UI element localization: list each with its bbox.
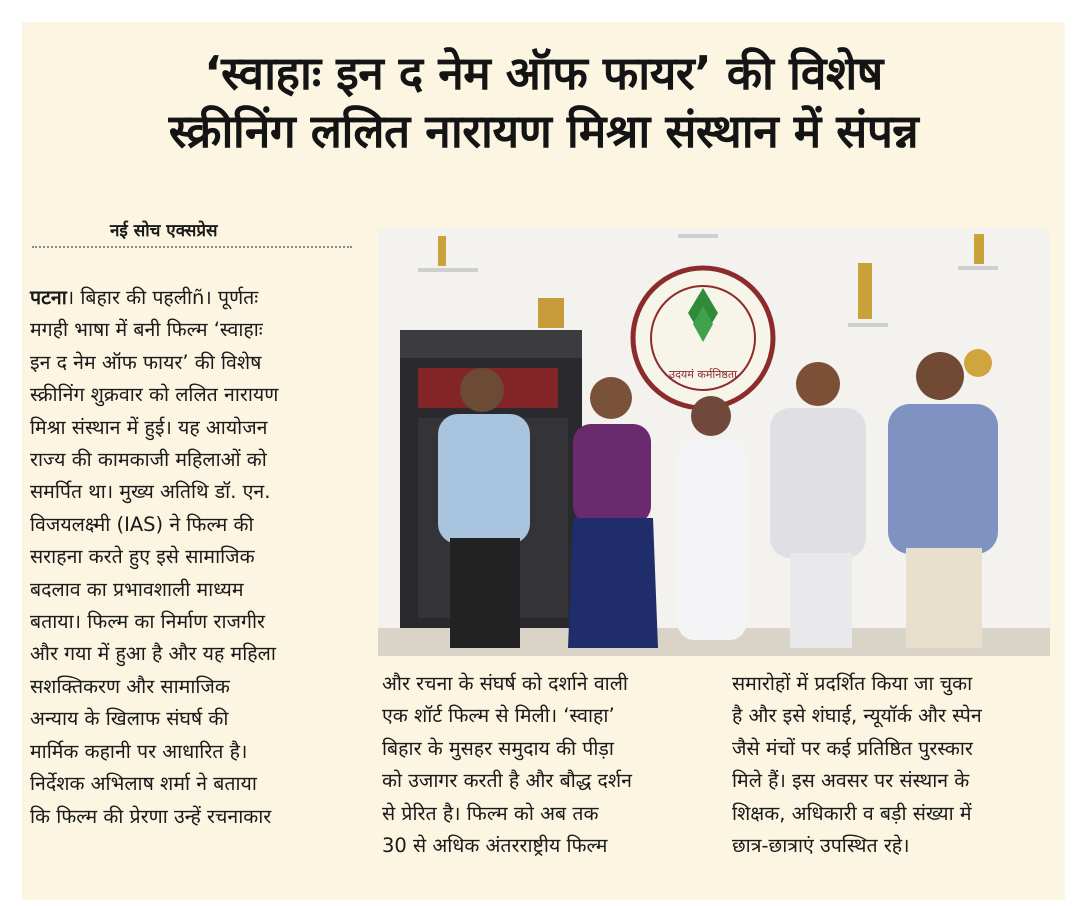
article-line: मिश्रा संस्थान में हुई। यह आयोजन (30, 415, 268, 439)
article-line: सशक्तिकरण और सामाजिक (30, 674, 230, 698)
byline: नई सोच एक्सप्रेस (110, 221, 218, 241)
article-line: और गया में हुआ है और यह महिला (30, 642, 276, 666)
event-photo (378, 228, 1050, 656)
article-line: और रचना के संघर्ष को दर्शाने वाली (382, 672, 628, 695)
headline (22, 44, 1065, 160)
headline-line-2: स्क्रीनिंग ललित नारायण मिश्रा संस्थान में संपन्न (168, 104, 919, 158)
event-photo-illustration (378, 228, 1050, 656)
article-line: मिले हैं। इस अवसर पर संस्थान के (732, 769, 970, 793)
article-line: बिहार के मुसहर समुदाय की पीड़ा (382, 736, 614, 760)
article-line: मगही भाषा में बनी फिल्म ‘स्वाहाः (30, 318, 263, 342)
article-line: को उजागर करती है और बौद्ध दर्शन (382, 769, 632, 793)
article-line: विजयलक्ष्मी (IAS) ने फिल्म की (30, 512, 254, 536)
article-line: राज्य की कामकाजी महिलाओं को (30, 448, 267, 472)
article-line: है और इसे शंघाई, न्यूयॉर्क और स्पेन (732, 704, 982, 728)
emblem-motto: उदयमं कर्मनिष्ठता (669, 368, 737, 381)
article-line: इन द नेम ऑफ फायर’ की विशेष (30, 350, 262, 374)
article-column-3 (732, 668, 1054, 862)
article-line: सराहना करते हुए इसे सामाजिक (30, 545, 255, 569)
article-line: स्क्रीनिंग शुक्रवार को ललित नारायण (30, 383, 279, 407)
article-line: कि फिल्म की प्रेरणा उन्हें रचनाकार (30, 804, 272, 828)
article-line: निर्देशक अभिलाष शर्मा ने बताया (30, 772, 257, 796)
article-line: 30 से अधिक अंतरराष्ट्रीय फिल्म (382, 834, 608, 858)
article-line: बताया। फिल्म का निर्माण राजगीर (30, 610, 265, 634)
article-column-1 (30, 282, 352, 833)
dotted-divider (32, 246, 352, 248)
article-line: शिक्षक, अधिकारी व बड़ी संख्या में (732, 801, 972, 825)
article-column-2 (382, 668, 704, 862)
article-line: मार्मिक कहानी पर आधारित है। (30, 739, 248, 763)
article-line: अन्याय के खिलाफ संघर्ष की (30, 707, 229, 731)
article-line: जैसे मंचों पर कई प्रतिष्ठित पुरस्कार (732, 736, 973, 760)
article-line: समारोहों में प्रदर्शित किया जा चुका (732, 672, 973, 695)
article-line: छात्र-छात्राएं उपस्थित रहे। (732, 834, 910, 858)
article-line: एक शॉर्ट फिल्म से मिली। ‘स्वाहा’ (382, 704, 615, 728)
article-line: समर्पित था। मुख्य अतिथि डॉ. एन. (30, 480, 271, 504)
headline-line-1: ‘स्वाहाः इन द नेम ऑफ फायर’ की विशेष (204, 46, 883, 100)
article-line: से प्रेरित है। फिल्म को अब तक (382, 801, 599, 825)
article-line: पटना। बिहार की पहलीñ। पूर्णतः (30, 286, 259, 309)
dateline: पटना (30, 286, 67, 309)
article-line: बदलाव का प्रभावशाली माध्यम (30, 577, 244, 601)
